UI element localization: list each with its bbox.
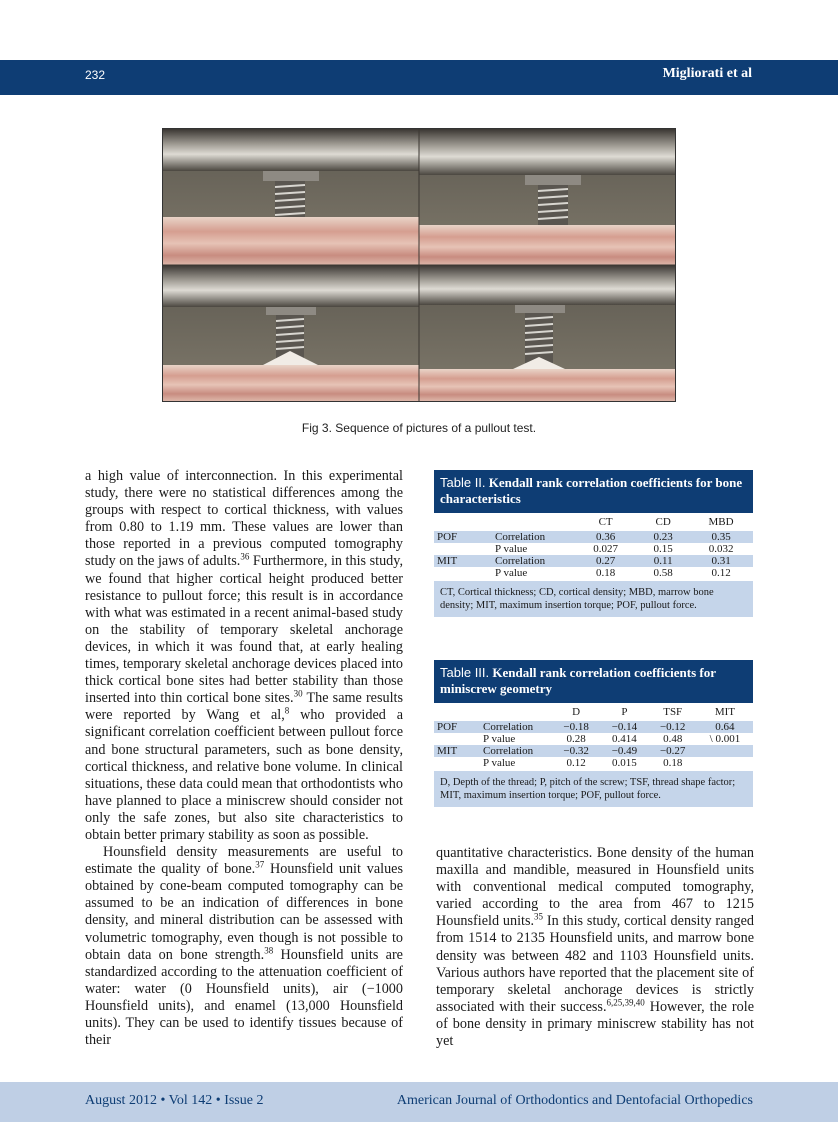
table-row: MIT Correlation −0.32 −0.49 −0.27 bbox=[434, 745, 753, 757]
table-row: P value 0.28 0.414 0.48 \ 0.001 bbox=[483, 733, 741, 745]
reference-citation: 38 bbox=[264, 944, 274, 955]
photo-frame-4 bbox=[419, 265, 675, 401]
table-header-cell: MBD bbox=[708, 516, 734, 528]
table-row: P value 0.027 0.15 0.032 bbox=[495, 543, 734, 555]
table-row: MIT Correlation 0.27 0.11 0.31 bbox=[434, 555, 753, 567]
paragraph: a high value of interconnection. In this experimental study, there were no statistical differences among the groups with respect to cortical thickness, with values from 0.80 to 1.19 mm. These values are lower than those reported in a previous computed tomography study on the jaws of adults.$^{36}$ Furthermore, in this study, we found that higher cortical height produced better resistance to pullout force; this result is in accordance with what was estimated in a recent animal-based study on the stability of temporary skeletal anchorage devices, in which it was found that, at early healing times, temporary skeletal anchorage devices placed into thick cortical bone sites had better stability than those inserted into thin cortical bone sites.$^{30}$ The same results were reported by Wang et al,$^8$ who provided a significant correlation coefficient between pullout force and bone structural parameters, such as bone density, cortical thickness, and relative bone volume. In clinical situations, these data could mean that orthodontists who have planned to place a miniscrew should consider not only the safe zones, but also site characteristics to obtain better primary stability as soon as possible. bbox=[85, 468, 404, 843]
table-2-title: Table II. Kendall rank correlation coefficients for bone characteristics bbox=[434, 470, 753, 513]
table-header-cell: MIT bbox=[714, 706, 735, 718]
reference-citation: 8 bbox=[284, 705, 290, 716]
table-2-footnote: CT, Cortical thickness; CD, cortical density; MBD, marrow bone density; MIT, maximum insertion torque; POF, pullout force. bbox=[434, 581, 753, 617]
left-column-text bbox=[85, 468, 403, 1049]
running-author: Migliorati et al bbox=[662, 66, 752, 81]
page-footer bbox=[0, 1082, 838, 1122]
photo-frame-2 bbox=[419, 129, 675, 265]
table-header-cell: P bbox=[621, 706, 628, 718]
table-header-cell: CD bbox=[655, 516, 671, 528]
table-header-cell: D bbox=[572, 706, 581, 718]
page-number: 232 bbox=[85, 68, 106, 82]
reference-citation: 6,25,39,40 bbox=[606, 997, 645, 1008]
figure-caption: Fig 3. Sequence of pictures of a pullout test. bbox=[301, 421, 537, 435]
journal-name: American Journal of Orthodontics and Dentofacial Orthopedics bbox=[396, 1093, 753, 1108]
table-header-cell: TSF bbox=[663, 706, 683, 718]
photo-frame-3 bbox=[163, 265, 419, 401]
right-column-text bbox=[436, 845, 754, 1050]
issue-info: August 2012 • Vol 142 • Issue 2 bbox=[85, 1093, 264, 1108]
pullout-test-photo bbox=[163, 129, 675, 401]
reference-citation: 36 bbox=[240, 551, 250, 562]
reference-citation: 35 bbox=[534, 911, 544, 922]
table-row: P value 0.18 0.58 0.12 bbox=[495, 567, 731, 579]
reference-citation: 37 bbox=[255, 859, 265, 870]
table-3-title: Table III. Kendall rank correlation coefficients for miniscrew geometry bbox=[434, 660, 753, 703]
photo-frame-1 bbox=[163, 129, 419, 265]
table-row: POF Correlation −0.18 −0.14 −0.12 0.64 bbox=[434, 721, 753, 733]
table-row: P value 0.12 0.015 0.18 bbox=[483, 757, 683, 769]
table-row: POF Correlation 0.36 0.23 0.35 bbox=[434, 531, 753, 543]
table-3-footnote: D, Depth of the thread; P, pitch of the screw; TSF, thread shape factor; MIT, maximum insertion torque; POF, pullout force. bbox=[434, 771, 753, 807]
paragraph: Hounsfield density measurements are useful to estimate the quality of bone.$^{37}$ Hounsfield unit values obtained by cone-beam computed tomography can be assumed to be an indication of differences in bone density, and mineral distribution can be assessed with volumetric tomography, even though is not possible to obtain data on bone strength.$^{38}$ Hounsfield units are standardized according to the attenuation coefficient of water: water (0 Hounsfield units), air (−1000 Hounsfield units), and enamel (13,000 Hounsfield units). They can be used to identify tissues because of their bbox=[85, 844, 403, 1049]
table-header-cell: CT bbox=[598, 516, 613, 528]
table-2 bbox=[434, 470, 753, 617]
table-3-grid bbox=[434, 703, 753, 769]
paragraph: quantitative characteristics. Bone density of the human maxilla and mandible, measured in Hounsfield units with conventional medical computed tomography, varied according to the area from 467 to 1215 Hounsfield units.$^{35}$ In this study, cortical density ranged from 1514 to 2135 Hounsfield units, and marrow bone density was between 482 and 1103 Hounsfield units. Various authors have reported that the placement site of temporary skeletal anchorage devices is strictly associated with their success.$^{6,25,39,40}$ However, the role of bone density in primary miniscrew stability has not yet bbox=[436, 845, 754, 1050]
table-3 bbox=[434, 660, 753, 807]
table-2-grid bbox=[434, 513, 753, 579]
pullout-test-figure bbox=[162, 128, 676, 402]
reference-citation: 30 bbox=[293, 688, 303, 699]
page-header bbox=[0, 60, 838, 95]
